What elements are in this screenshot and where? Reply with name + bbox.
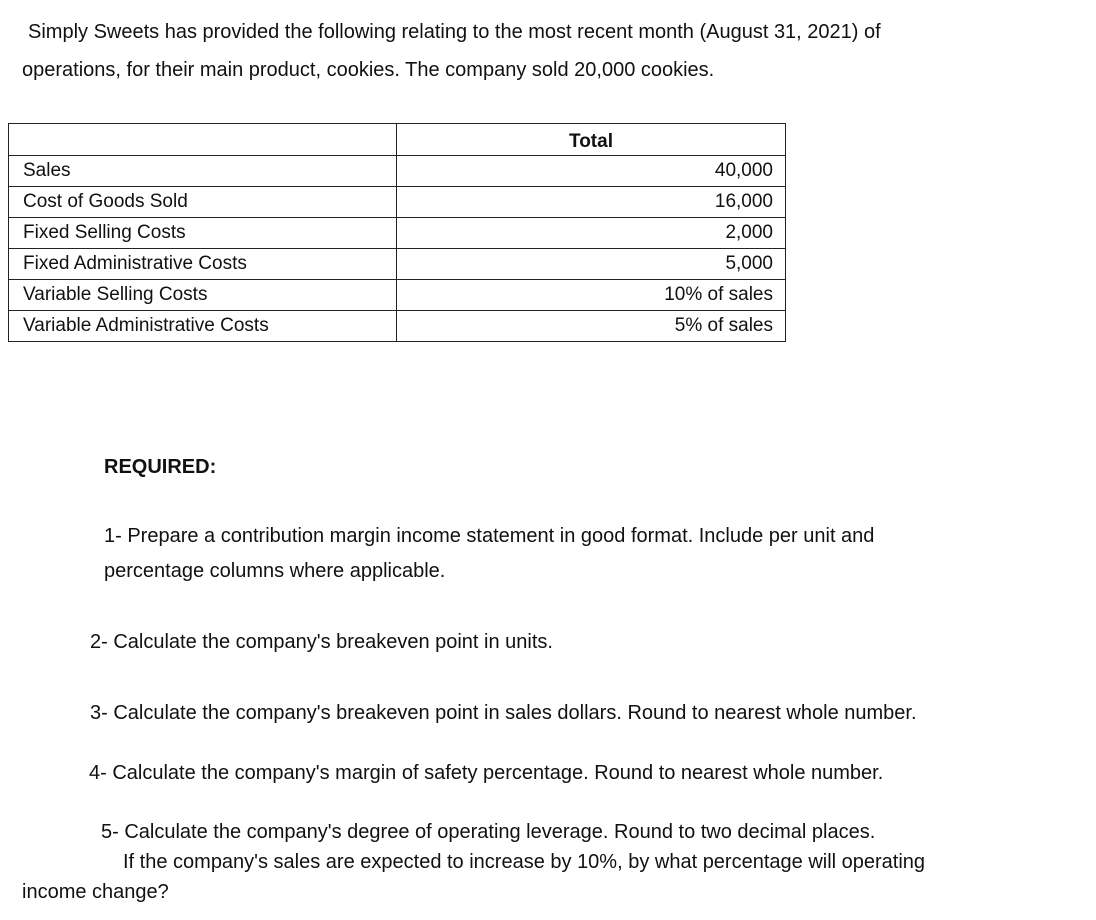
question-1-line-2: percentage columns where applicable. <box>104 560 446 582</box>
row-value: 16,000 <box>397 187 786 218</box>
question-3: 3- Calculate the company's breakeven point in sales dollars. Round to nearest whole number. <box>90 702 917 724</box>
table-row <box>9 218 786 249</box>
question-5-line-3: income change? <box>22 881 169 903</box>
table-row <box>9 311 786 342</box>
header-total-cell: Total <box>397 124 786 156</box>
table-header-row <box>9 124 786 156</box>
question-5-line-1: 5- Calculate the company's degree of operating leverage. Round to two decimal places. <box>101 821 876 843</box>
question-5-line-2: If the company's sales are expected to increase by 10%, by what percentage will operating <box>123 851 926 873</box>
row-value: 5,000 <box>397 249 786 280</box>
required-heading: REQUIRED: <box>104 456 217 478</box>
table-row <box>9 187 786 218</box>
row-label: Variable Selling Costs <box>9 280 397 311</box>
row-value: 10% of sales <box>397 280 786 311</box>
intro-line-1: Simply Sweets has provided the following relating to the most recent month (August 31, 2021) of <box>28 21 881 43</box>
row-value: 40,000 <box>397 156 786 187</box>
row-label: Cost of Goods Sold <box>9 187 397 218</box>
financial-data-table <box>8 123 786 342</box>
intro-line-2: operations, for their main product, cookies. The company sold 20,000 cookies. <box>22 59 715 81</box>
row-value: 5% of sales <box>397 311 786 342</box>
table-row <box>9 280 786 311</box>
row-label: Fixed Administrative Costs <box>9 249 397 280</box>
header-label-cell <box>9 124 397 156</box>
question-4: 4- Calculate the company's margin of safety percentage. Round to nearest whole number. <box>89 762 884 784</box>
table-row <box>9 249 786 280</box>
row-label: Variable Administrative Costs <box>9 311 397 342</box>
question-2: 2- Calculate the company's breakeven point in units. <box>90 631 553 653</box>
question-1-line-1: 1- Prepare a contribution margin income statement in good format. Include per unit and <box>104 525 875 547</box>
row-label: Sales <box>9 156 397 187</box>
row-label: Fixed Selling Costs <box>9 218 397 249</box>
table-row <box>9 156 786 187</box>
row-value: 2,000 <box>397 218 786 249</box>
